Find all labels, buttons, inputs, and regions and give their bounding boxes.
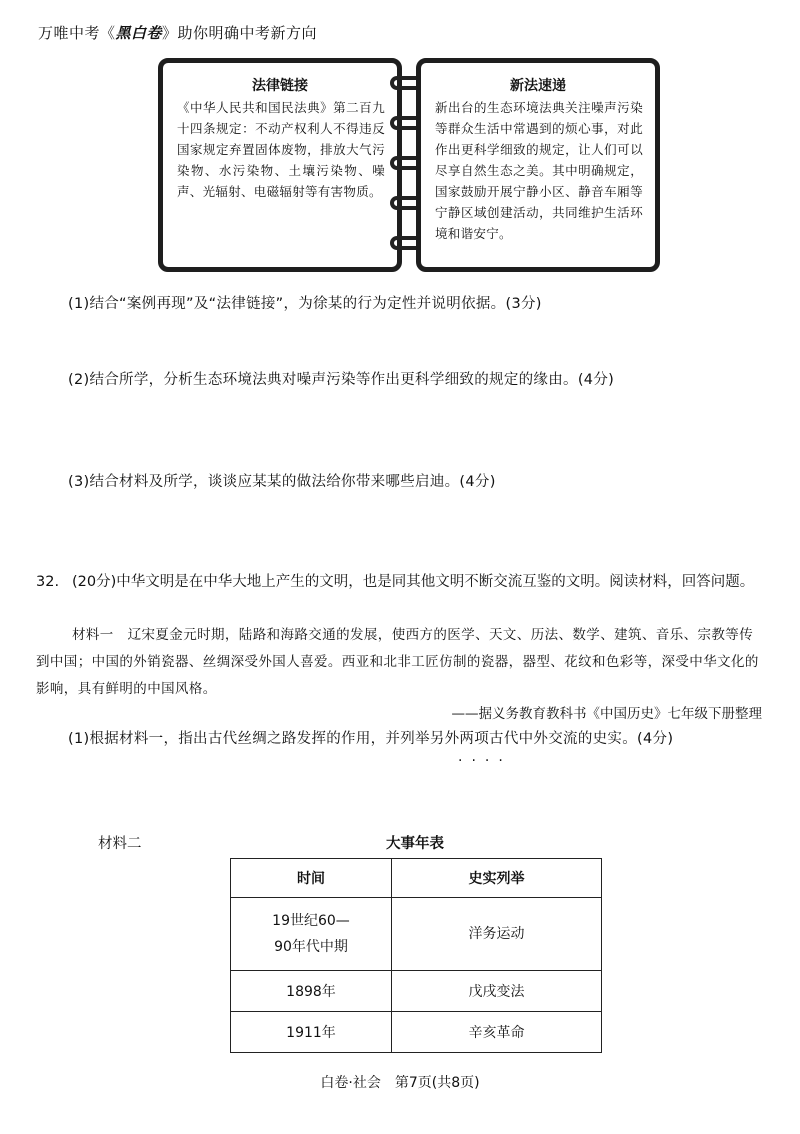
time-line-2: 90年代中期 xyxy=(274,939,348,955)
page-footer: 白卷·社会 第7页(共8页) xyxy=(320,1075,480,1091)
table-row xyxy=(231,898,602,971)
notebook-illustration xyxy=(158,58,670,280)
question-32-text: (20分)中华文明是在中华大地上产生的文明，也是同其他文明不断交流互鉴的文明。阅读材料，回答问题。 xyxy=(72,574,755,590)
question-31-1: (1)结合“案例再现”及“法律链接”，为徐某的行为定性并说明依据。(3分) xyxy=(68,296,542,312)
law-link-text: 《中华人民共和国民法典》第二百九十四条规定：不动产权利人不得违反国家规定弃置固体废物，排放大气污染物、水污染物、土壤污染物、噪声、光辐射、电磁辐射等有害物质。 xyxy=(177,100,385,199)
header-events: 史实列举 xyxy=(392,859,602,898)
chronology-table xyxy=(230,858,602,1053)
table-row xyxy=(231,1012,602,1053)
header-suffix: 》助你明确中考新方向 xyxy=(162,24,318,42)
time-line-1: 19世纪60— xyxy=(272,913,350,929)
header-brand: 黑白卷 xyxy=(115,24,163,42)
time-cell xyxy=(231,898,392,971)
material-1-source: ——据义务教育教科书《中国历史》七年级下册整理 xyxy=(451,706,762,722)
question-32-stem xyxy=(36,570,766,594)
page-header xyxy=(38,22,317,43)
notebook-page-new-law xyxy=(416,58,660,272)
event-cell: 洋务运动 xyxy=(392,898,602,971)
table-row xyxy=(231,971,602,1012)
time-cell: 1911年 xyxy=(231,1012,392,1053)
notebook-page-law-link xyxy=(158,58,402,272)
law-link-title: 法律链接 xyxy=(252,78,308,94)
time-cell: 1898年 xyxy=(231,971,392,1012)
material-1: 材料一 辽宋夏金元时期，陆路和海路交通的发展，使西方的医学、天文、历法、数学、建筑、音乐、宗教等传到中国；中国的外销瓷器、丝绸深受外国人喜爱。西亚和北非工匠仿制的瓷器，器型、花纹和色彩等，深受中华文化的影响，具有鲜明的中国风格。 xyxy=(36,627,759,697)
header-prefix: 万唯中考《 xyxy=(38,24,116,42)
event-cell: 辛亥革命 xyxy=(392,1012,602,1053)
question-31-2: (2)结合所学，分析生态环境法典对噪声污染等作出更科学细致的规定的缘由。(4分) xyxy=(68,372,615,388)
question-31-3: (3)结合材料及所学，谈谈应某某的做法给你带来哪些启迪。(4分) xyxy=(68,474,496,490)
new-law-title: 新法速递 xyxy=(510,78,566,94)
question-32-1: (1)根据材料一，指出古代丝绸之路发挥的作用，并列举另外两项古代中外交流的史实。(4分) xyxy=(68,731,674,747)
new-law-text: 新出台的生态环境法典关注噪声污染等群众生活中常遇到的烦心事，对此作出更科学细致的规定，让人们可以尽享自然生态之美。其中明确规定，国家鼓励开展宁静小区、静音车厢等宁静区域创建活动，共同维护生活环境和谐安宁。 xyxy=(435,100,643,241)
chronology-table-title: 大事年表 xyxy=(386,836,444,852)
header-time: 时间 xyxy=(231,859,392,898)
material-2-label: 材料二 xyxy=(98,836,142,852)
question-number: 32. xyxy=(36,574,60,590)
emphasis-dots: ···· xyxy=(458,753,512,769)
event-cell: 戊戌变法 xyxy=(392,971,602,1012)
